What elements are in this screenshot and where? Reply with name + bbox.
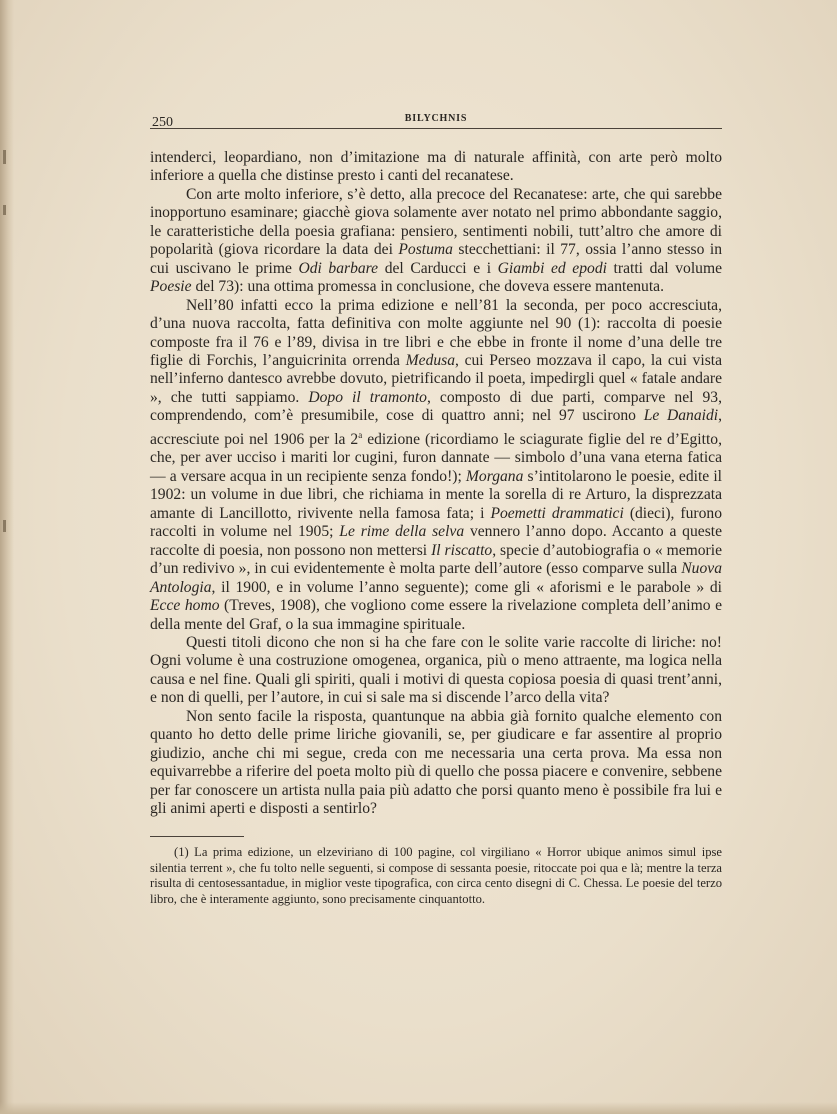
italic-title: Le rime della selva [339,523,465,541]
paragraph [150,708,722,819]
text-run: , il 1900, e in volume l’anno seguente); come gli « aforismi e le parabole » di [211,578,722,596]
binding-mark [3,150,6,164]
superscript: a [358,429,363,440]
text-run: (Treves, 1908), che vogliono come essere la rivelazione completa dell’animo e della mente del Graf, o la sua immagine spirituale. [150,597,722,633]
paragraph [150,149,722,186]
text-run: vennero l’anno dopo. Accanto a queste raccolte di poesia, non possono non mettersi [150,523,723,559]
text-run: Non sento facile la risposta, quantunque na abbia già fornito qualche elemento con quanto ho detto delle prime liriche giovanili, se, per giudicare e far assentire al proprio giudizio, anche chi mi segue, creda con me necessaria una certa prova. Ma essa non equivarrebbe a riferire del poeta molto più di quello che possa piacere e convenire, sebbene per far conoscere un artista nulla paia più adatto che porsi quanto meno è possibile fra lui e gli animi aperti e disposti a sentirlo? [150,707,722,818]
page-binding-edge [0,0,14,1114]
text-run: stecchettiani: il 77, ossia l’anno stesso in cui uscivano le prime [150,241,723,277]
text-run: Nell’80 infatti ecco la prima edizione e nell’81 la seconda, per poco accresciuta, d’una nuova raccolta, fatta definitiva con molte aggiunte nel 90 (1): raccolta di poesie composte fra il 76 e l’89, divisa in tre libri e che ebbe in fronte il nome d’una delle tre figlie di Forchis, l’anguicrinita orrenda [150,296,722,369]
text-run: , accresciute poi nel 1906 per la 2 [150,407,723,448]
text-run: (dieci), furono raccolti in volume nel 1905; [150,504,722,541]
header-rule [150,128,722,129]
italic-title: Ecce homo [150,597,220,615]
binding-mark [3,205,6,215]
italic-title: Le Danaidi [643,407,719,425]
paragraph [150,186,722,297]
text-run: Questi titoli dicono che non si ha che fare con le solite varie raccolte di liriche: no! Ogni volume è una costruzione omogenea, organica, più o meno attraente, ma logica nella causa e nel fine. Quali gli spiriti, quali i motivi di questa copiosa poesia di quasi trent’anni, e non di quelli, per l’autore, in cui si sale ma si discende l’arco della vita? [150,633,722,707]
italic-title: Il riscatto [431,541,493,559]
text-run: Con arte molto inferiore, s’è detto, alla precoce del Recanatese: arte, che qui sarebbe inopportuno esaminare; giacchè giova solamente aver notato nel primo abbondante saggio, le caratteristiche della poesia grafiana: pensiero, sentimenti nobili, tutt’altro che amore di popolarità (giova ricordare la data dei [150,185,722,259]
text-run: del 73): una ottima promessa in conclusione, che doveva essere mantenuta. [191,278,665,296]
text-run: , specie d’autobiografia o « memorie d’un redivivo », in cui evidentemente è molta parte dell’autore (esso comparve sulla [150,541,722,578]
italic-title: Poemetti drammatici [490,504,624,522]
text-run: tratti dal volume [606,259,722,277]
italic-title: Giambi ed epodi [497,259,607,277]
footnote: (1) La prima edizione, un elzeviriano di 100 pagine, col virgiliano « Horror ubique animos simul ipse silentia terrent », che fu tolto nelle seguenti, si compose di sessanta poesie, ritoccate poi qua e là; mentre la terza risulta di centosessantadue, in miglior veste tipografica, con circa cento disegni di C. Chessa. Le poesie del terzo libro, che è interamente aggiunto, sono precisamente cinquantotto. [150,845,722,906]
italic-title: Medusa [405,351,456,369]
footnote-rule [150,836,244,837]
italic-title: Poesie [150,278,192,296]
text-run: , cui Perseo mozzava il capo, la cui vista nell’inferno dantesco avrebbe dovuto, pietrificando il poeta, impedirgli quel « fatale andare », che tutti sappiamo. [150,351,723,406]
italic-title: Dopo il tramonto [308,388,427,406]
text-run: intenderci, leopardiano, non d’imitazione ma di naturale affinità, con arte però molto inferiore a quella che distinse presto i canti del recanatese. [150,149,722,185]
text-run: s’intitolarono le poesie, edite il 1902: un volume in due libri, che richiama in mente la sorella di re Arturo, la disprezzata amante di Lancillotto, rivivente nella famosa fata; i [150,467,722,522]
paragraph [150,297,722,634]
body-text [150,149,722,819]
italic-title: Nuova Antologia [150,560,722,596]
paragraph [150,634,722,708]
text-run: del Carducci e i [378,259,498,277]
page-number: 250 [152,115,173,130]
binding-mark [3,520,6,532]
text-run: edizione (ricordiamo le sciagurate figlie del re d’Egitto, che, per aver ucciso i mariti lor cugini, furon dannate — simbolo d’una vana eterna fatica — a versare acqua in un recipiente senza fondo!); [150,430,722,485]
running-title: BILYCHNIS [404,113,468,124]
italic-title: Morgana [465,467,524,485]
italic-title: Odi barbare [298,259,379,277]
italic-title: Postuma [398,241,453,259]
page-bottom-edge [0,1102,837,1114]
text-run: , composto di due parti, comparve nel 93, comprendendo, com’è presumibile, cose di quattro anni; nel 97 uscirono [150,388,723,425]
